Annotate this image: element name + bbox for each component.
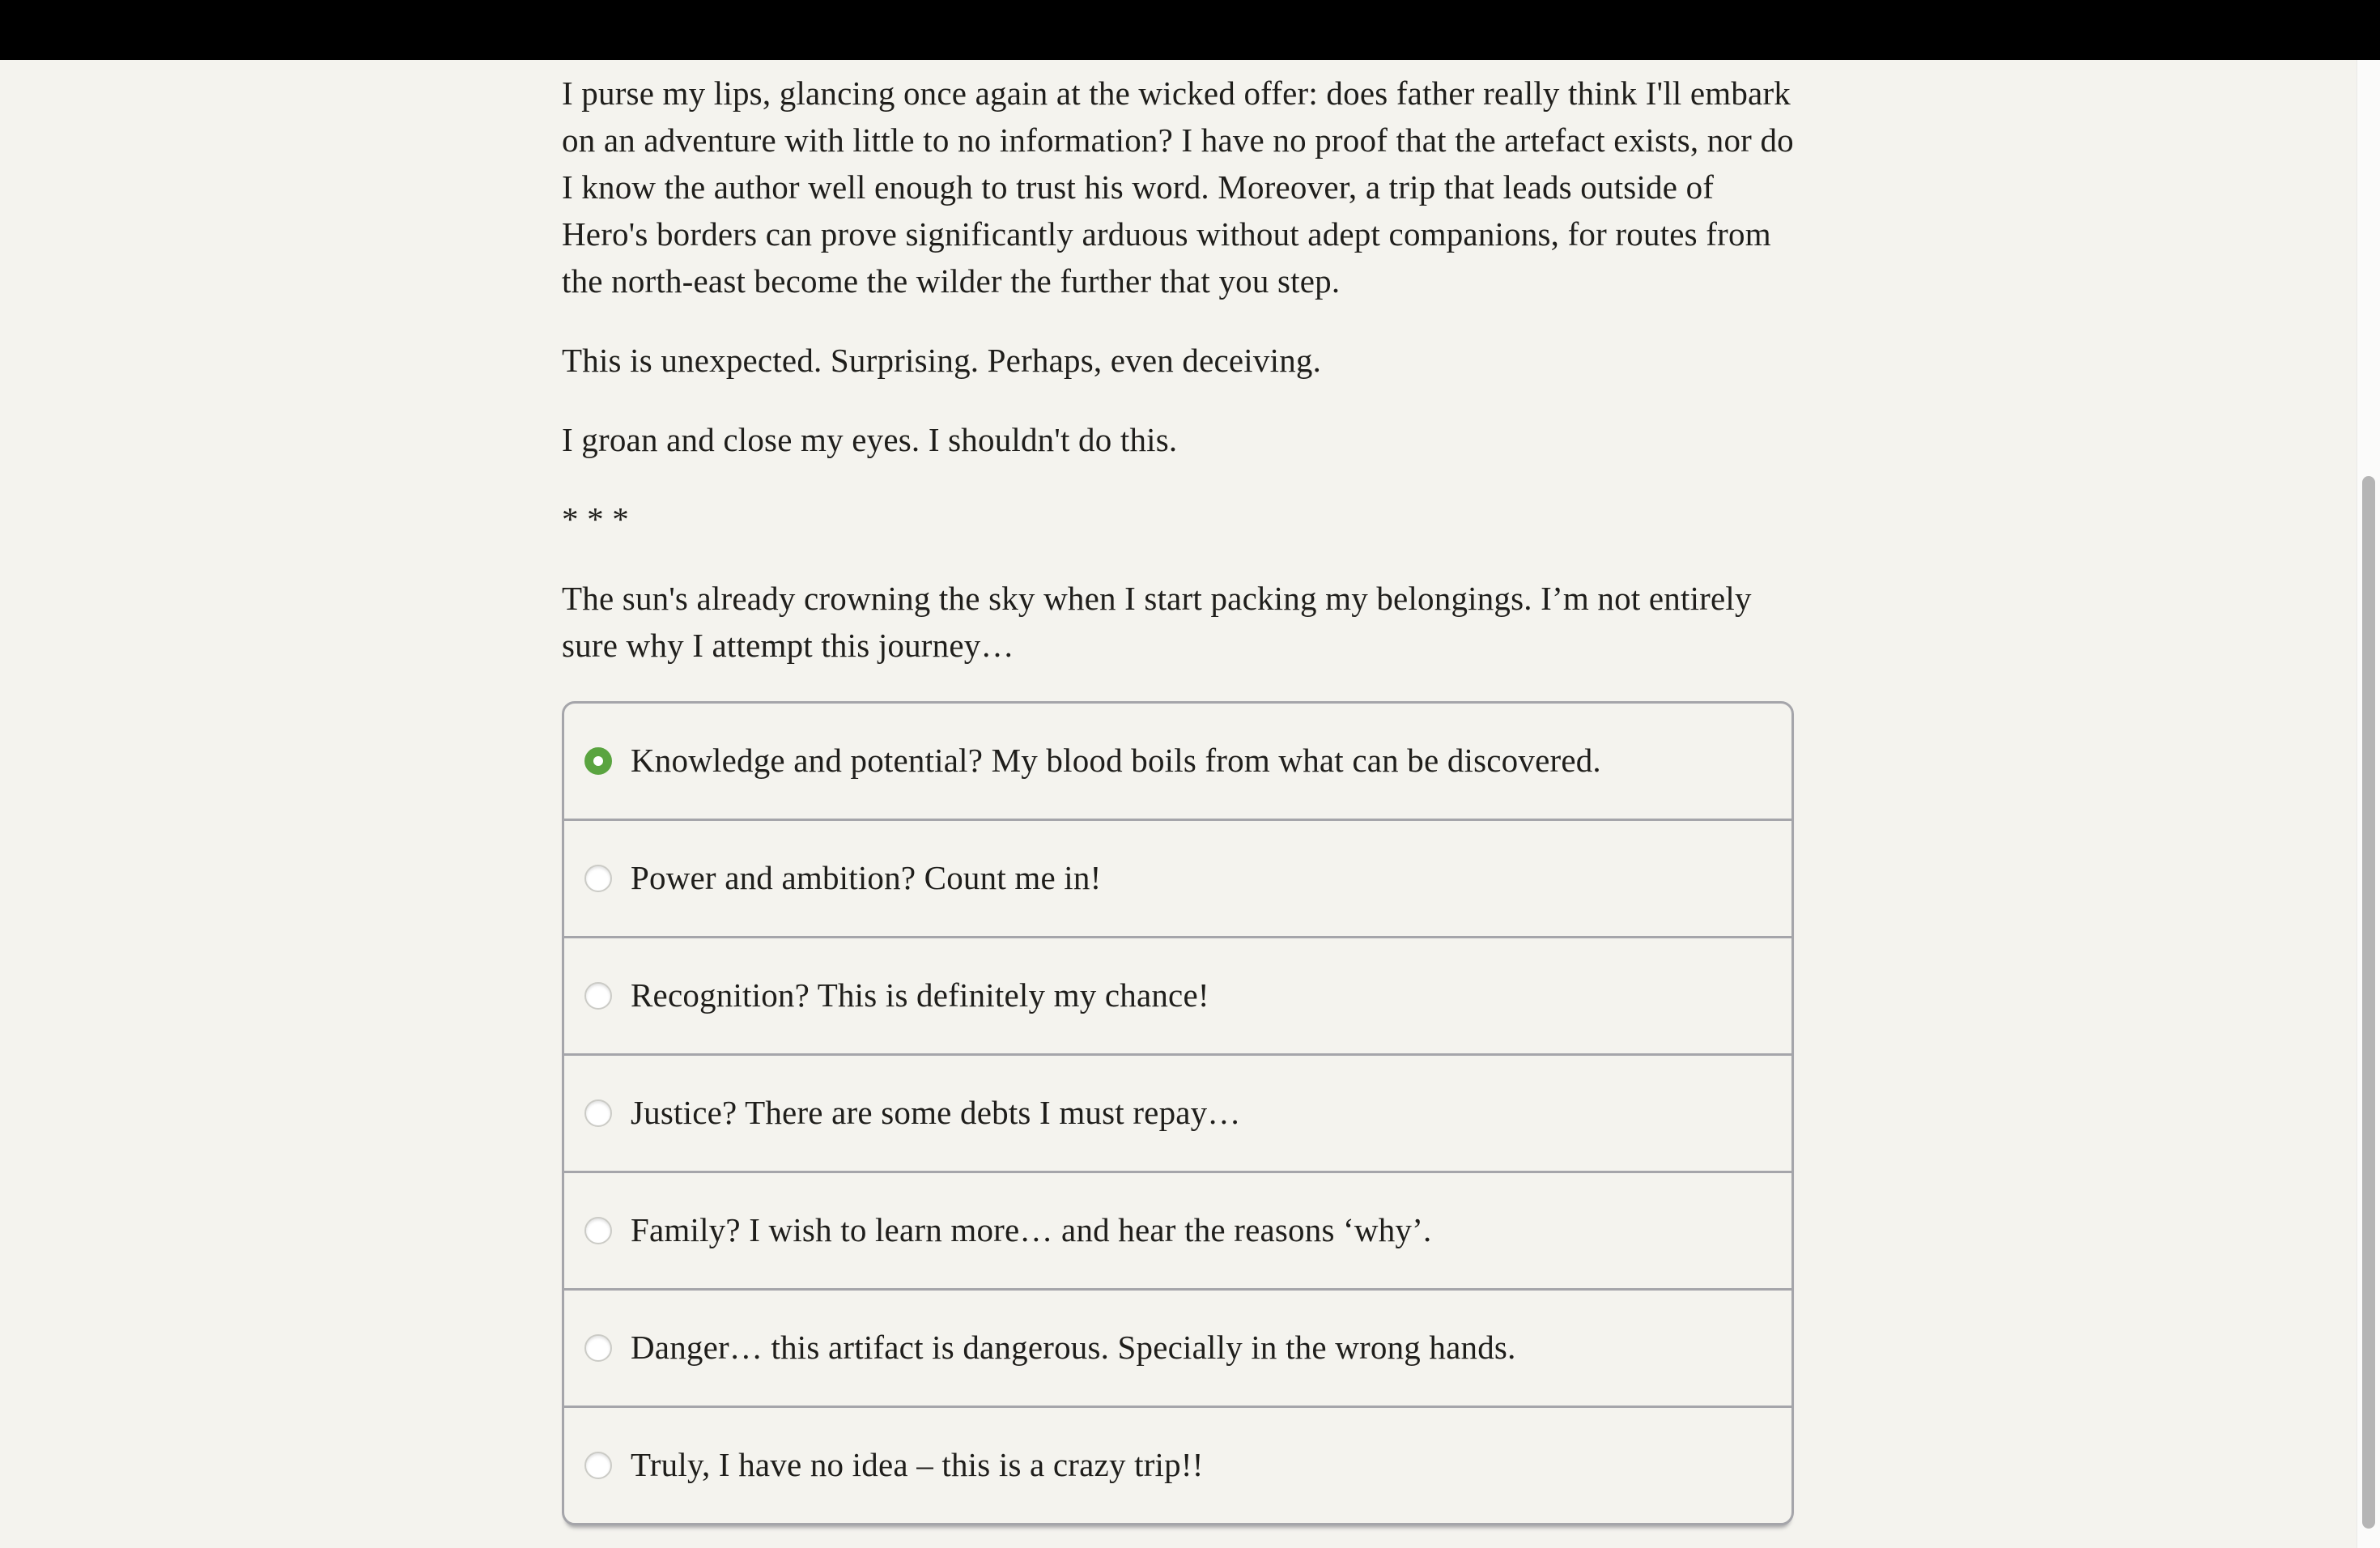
choice-option-label: Justice? There are some debts I must repay… [631,1094,1241,1132]
radio-dot [593,756,603,766]
choice-option-label: Danger… this artifact is dangerous. Specially in the wrong hands. [631,1329,1516,1367]
radio-button[interactable] [584,1217,612,1244]
scene-break-separator: * * * [562,500,629,538]
story-content [562,60,1794,1525]
story-paragraph: I purse my lips, glancing once again at the wicked offer: does father really think I'll embark on an adventure with little to no information? I have no proof that the artefact exists, nor do I know the author well enough to trust his word. Moreover, a trip that leads outside of Hero's borders can prove significantly arduous without adept companions, for routes from the north-east become the wilder the further that you step. [562,74,1794,300]
scrollbar-thumb[interactable] [2362,476,2375,1529]
choice-option-label: Truly, I have no idea – this is a crazy trip!! [631,1446,1204,1484]
choice-option-label: Power and ambition? Count me in! [631,859,1102,897]
story-paragraph: The sun's already crowning the sky when I start packing my belongings. I’m not entirely sure why I attempt this journey… [562,580,1752,664]
choice-option-danger[interactable] [564,1291,1791,1408]
choice-option-label: Recognition? This is definitely my chance! [631,976,1209,1014]
radio-button[interactable] [584,1452,612,1479]
radio-button[interactable] [584,865,612,892]
choice-option-no-idea[interactable] [564,1408,1791,1523]
top-black-bar [0,0,2380,60]
choice-option-label: Family? I wish to learn more… and hear the reasons ‘why’. [631,1211,1432,1249]
choice-option-justice[interactable] [564,1056,1791,1173]
choice-option-knowledge[interactable] [564,704,1791,821]
choice-option-label: Knowledge and potential? My blood boils from what can be discovered. [631,742,1601,780]
story-paragraph: This is unexpected. Surprising. Perhaps, even deceiving. [562,342,1322,379]
choice-option-power[interactable] [564,821,1791,938]
choice-list [562,701,1794,1525]
radio-button[interactable] [584,1099,612,1127]
radio-button[interactable] [584,982,612,1010]
choice-option-recognition[interactable] [564,938,1791,1056]
scrollbar-track[interactable] [2357,60,2380,1548]
story-paragraph: I groan and close my eyes. I shouldn't do this. [562,421,1178,458]
radio-button[interactable] [584,747,612,775]
radio-button[interactable] [584,1334,612,1362]
choice-option-family[interactable] [564,1173,1791,1291]
